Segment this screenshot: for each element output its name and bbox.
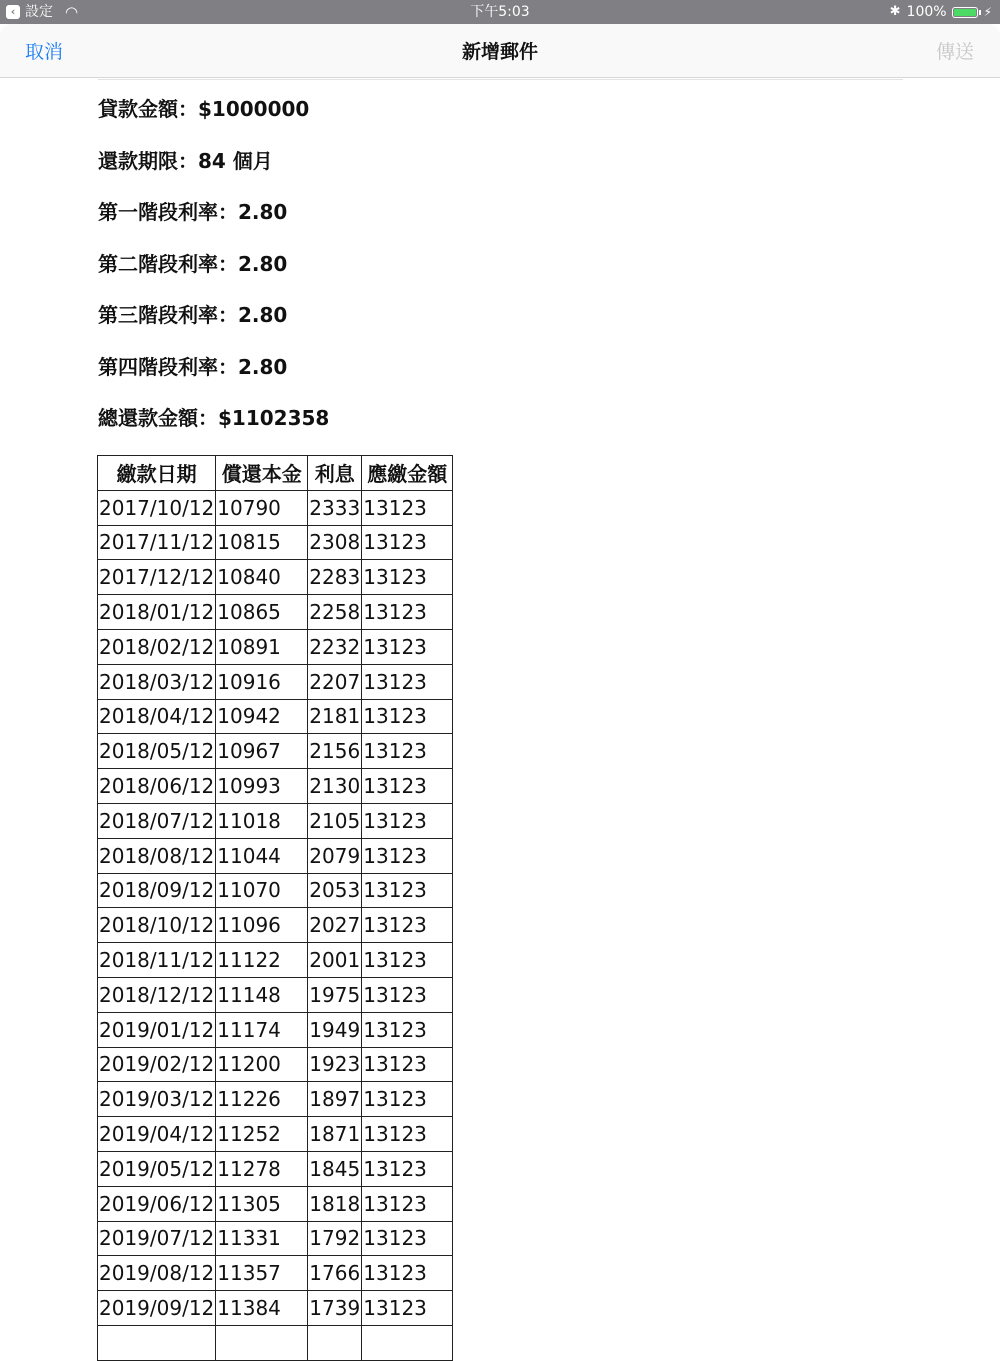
cell-principal: 11252	[216, 1117, 308, 1152]
cell-principal: 11305	[216, 1186, 308, 1221]
cell-interest: 2258	[308, 595, 362, 630]
table-row	[98, 1151, 453, 1186]
cell-amount-due: 13123	[362, 1291, 453, 1326]
cell-payment-date: 2019/02/12	[98, 1047, 216, 1082]
cell-payment-date: 2018/06/12	[98, 769, 216, 804]
cell-payment-date: 2018/03/12	[98, 664, 216, 699]
cell-amount-due: 13123	[362, 873, 453, 908]
cell-interest: 2156	[308, 734, 362, 769]
rate-stage-3: 第三階段利率：2.80	[98, 303, 288, 327]
table-row	[98, 560, 453, 595]
cell-interest: 1975	[308, 977, 362, 1012]
table-row	[98, 908, 453, 943]
cell-payment-date: 2018/04/12	[98, 699, 216, 734]
table-row	[98, 873, 453, 908]
table-row	[98, 595, 453, 630]
divider	[98, 79, 903, 80]
cell-payment-date: 2019/07/12	[98, 1221, 216, 1256]
cell-payment-date: 2018/02/12	[98, 629, 216, 664]
table-row	[98, 1291, 453, 1326]
cell-payment-date: 2019/03/12	[98, 1082, 216, 1117]
cell-payment-date: 2019/08/12	[98, 1256, 216, 1291]
table-row	[98, 1221, 453, 1256]
cell-amount-due: 13123	[362, 490, 453, 525]
table-row	[98, 490, 453, 525]
cell-principal: 10993	[216, 769, 308, 804]
cell-principal: 11044	[216, 838, 308, 873]
header-amount-due: 應繳金額	[362, 456, 453, 491]
cell-principal: 11226	[216, 1082, 308, 1117]
cell-interest: 1766	[308, 1256, 362, 1291]
cell-interest: 2232	[308, 629, 362, 664]
table-row	[98, 977, 453, 1012]
cell-interest: 1923	[308, 1047, 362, 1082]
cell-interest: 2207	[308, 664, 362, 699]
table-row	[98, 943, 453, 978]
cell-interest	[308, 1325, 362, 1360]
charging-icon: ⚡	[983, 5, 992, 19]
cell-amount-due	[362, 1325, 453, 1360]
total-repayment: 總還款金額：$1102358	[98, 406, 330, 430]
cell-principal: 10840	[216, 560, 308, 595]
cell-payment-date: 2017/12/12	[98, 560, 216, 595]
cell-interest: 1845	[308, 1151, 362, 1186]
cell-principal: 11174	[216, 1012, 308, 1047]
loan-amount: 貸款金額：$1000000	[98, 97, 310, 121]
cell-amount-due: 13123	[362, 734, 453, 769]
cell-amount-due: 13123	[362, 1256, 453, 1291]
table-row	[98, 1047, 453, 1082]
cell-payment-date: 2019/05/12	[98, 1151, 216, 1186]
cell-principal: 10865	[216, 595, 308, 630]
cell-payment-date: 2018/05/12	[98, 734, 216, 769]
cell-interest: 1818	[308, 1186, 362, 1221]
message-body[interactable]	[98, 95, 329, 456]
cell-interest: 1792	[308, 1221, 362, 1256]
cell-amount-due: 13123	[362, 1047, 453, 1082]
cell-principal: 11200	[216, 1047, 308, 1082]
cell-amount-due: 13123	[362, 699, 453, 734]
cell-amount-due: 13123	[362, 525, 453, 560]
cell-interest: 2001	[308, 943, 362, 978]
table-row	[98, 1082, 453, 1117]
battery-percent: 100%	[906, 4, 947, 20]
loan-term: 還款期限：84 個月	[98, 148, 273, 173]
status-bar	[0, 0, 1000, 24]
cell-amount-due: 13123	[362, 943, 453, 978]
cell-interest: 1871	[308, 1117, 362, 1152]
cell-amount-due: 13123	[362, 560, 453, 595]
page-title: 新增郵件	[461, 41, 538, 63]
cell-interest: 2130	[308, 769, 362, 804]
cell-amount-due: 13123	[362, 595, 453, 630]
cell-interest: 2181	[308, 699, 362, 734]
cell-interest: 2027	[308, 908, 362, 943]
repayment-table	[97, 455, 453, 1361]
cell-payment-date: 2018/07/12	[98, 803, 216, 838]
table-row	[98, 1186, 453, 1221]
cell-interest: 1897	[308, 1082, 362, 1117]
cell-principal: 11331	[216, 1221, 308, 1256]
send-button[interactable]: 傳送	[936, 37, 974, 64]
cell-payment-date: 2018/11/12	[98, 943, 216, 978]
header-payment-date: 繳款日期	[98, 456, 216, 491]
table-row	[98, 525, 453, 560]
cell-principal: 11384	[216, 1291, 308, 1326]
cell-principal: 10942	[216, 699, 308, 734]
cell-principal: 11357	[216, 1256, 308, 1291]
cell-interest: 1739	[308, 1291, 362, 1326]
table-row	[98, 734, 453, 769]
cell-payment-date: 2018/09/12	[98, 873, 216, 908]
cell-amount-due: 13123	[362, 1186, 453, 1221]
cell-principal: 10815	[216, 525, 308, 560]
cell-amount-due: 13123	[362, 977, 453, 1012]
cell-amount-due: 13123	[362, 629, 453, 664]
rate-stage-4: 第四階段利率：2.80	[98, 354, 288, 379]
status-time: 下午5:03	[470, 4, 530, 20]
table-row	[98, 664, 453, 699]
cell-principal: 10891	[216, 629, 308, 664]
cell-principal: 11148	[216, 977, 308, 1012]
table-row	[98, 629, 453, 664]
cell-principal	[216, 1325, 308, 1360]
cell-amount-due: 13123	[362, 1117, 453, 1152]
cell-interest: 2308	[308, 525, 362, 560]
cell-payment-date: 2018/12/12	[98, 977, 216, 1012]
table-row	[98, 699, 453, 734]
cell-amount-due: 13123	[362, 1082, 453, 1117]
cell-payment-date: 2018/10/12	[98, 908, 216, 943]
wifi-icon: ◠	[65, 3, 79, 21]
table-row	[98, 1117, 453, 1152]
cell-interest: 2333	[308, 490, 362, 525]
cell-principal: 10967	[216, 734, 308, 769]
cell-interest: 2283	[308, 560, 362, 595]
table-row	[98, 838, 453, 873]
cell-principal: 11096	[216, 908, 308, 943]
cell-payment-date: 2017/11/12	[98, 525, 216, 560]
table-row	[98, 769, 453, 804]
header-principal: 償還本金	[216, 456, 308, 491]
compose-nav-bar	[0, 24, 1000, 78]
cell-principal: 10916	[216, 664, 308, 699]
battery-icon	[952, 7, 978, 18]
table-row	[98, 803, 453, 838]
back-chevron-icon[interactable]: ‹	[6, 5, 20, 19]
cell-amount-due: 13123	[362, 803, 453, 838]
cell-amount-due: 13123	[362, 1151, 453, 1186]
cell-amount-due: 13123	[362, 769, 453, 804]
cell-principal: 11278	[216, 1151, 308, 1186]
cell-interest: 2105	[308, 803, 362, 838]
cell-payment-date: 2018/01/12	[98, 595, 216, 630]
cell-payment-date: 2018/08/12	[98, 838, 216, 873]
bluetooth-icon: ✱	[889, 4, 901, 19]
cell-amount-due: 13123	[362, 1012, 453, 1047]
cell-principal: 11070	[216, 873, 308, 908]
cell-amount-due: 13123	[362, 1221, 453, 1256]
cell-interest: 1949	[308, 1012, 362, 1047]
cell-principal: 11122	[216, 943, 308, 978]
cancel-button[interactable]: 取消	[25, 37, 63, 64]
cell-payment-date: 2019/06/12	[98, 1186, 216, 1221]
status-bar-right	[890, 0, 992, 24]
back-app-label[interactable]: 設定	[25, 4, 53, 20]
table-header-row	[98, 456, 453, 491]
cell-principal: 10790	[216, 490, 308, 525]
rate-stage-2: 第二階段利率：2.80	[98, 251, 288, 276]
cell-interest: 2079	[308, 838, 362, 873]
cell-payment-date: 2019/09/12	[98, 1291, 216, 1326]
cell-payment-date	[98, 1325, 216, 1360]
cell-principal: 11018	[216, 803, 308, 838]
cell-amount-due: 13123	[362, 908, 453, 943]
table-row	[98, 1012, 453, 1047]
rate-stage-1: 第一階段利率：2.80	[98, 200, 288, 224]
cell-amount-due: 13123	[362, 838, 453, 873]
header-interest: 利息	[308, 456, 362, 491]
cell-payment-date: 2019/01/12	[98, 1012, 216, 1047]
table-row	[98, 1256, 453, 1291]
cell-payment-date: 2017/10/12	[98, 490, 216, 525]
table-row	[98, 1325, 453, 1360]
cell-payment-date: 2019/04/12	[98, 1117, 216, 1152]
cell-amount-due: 13123	[362, 664, 453, 699]
cell-interest: 2053	[308, 873, 362, 908]
